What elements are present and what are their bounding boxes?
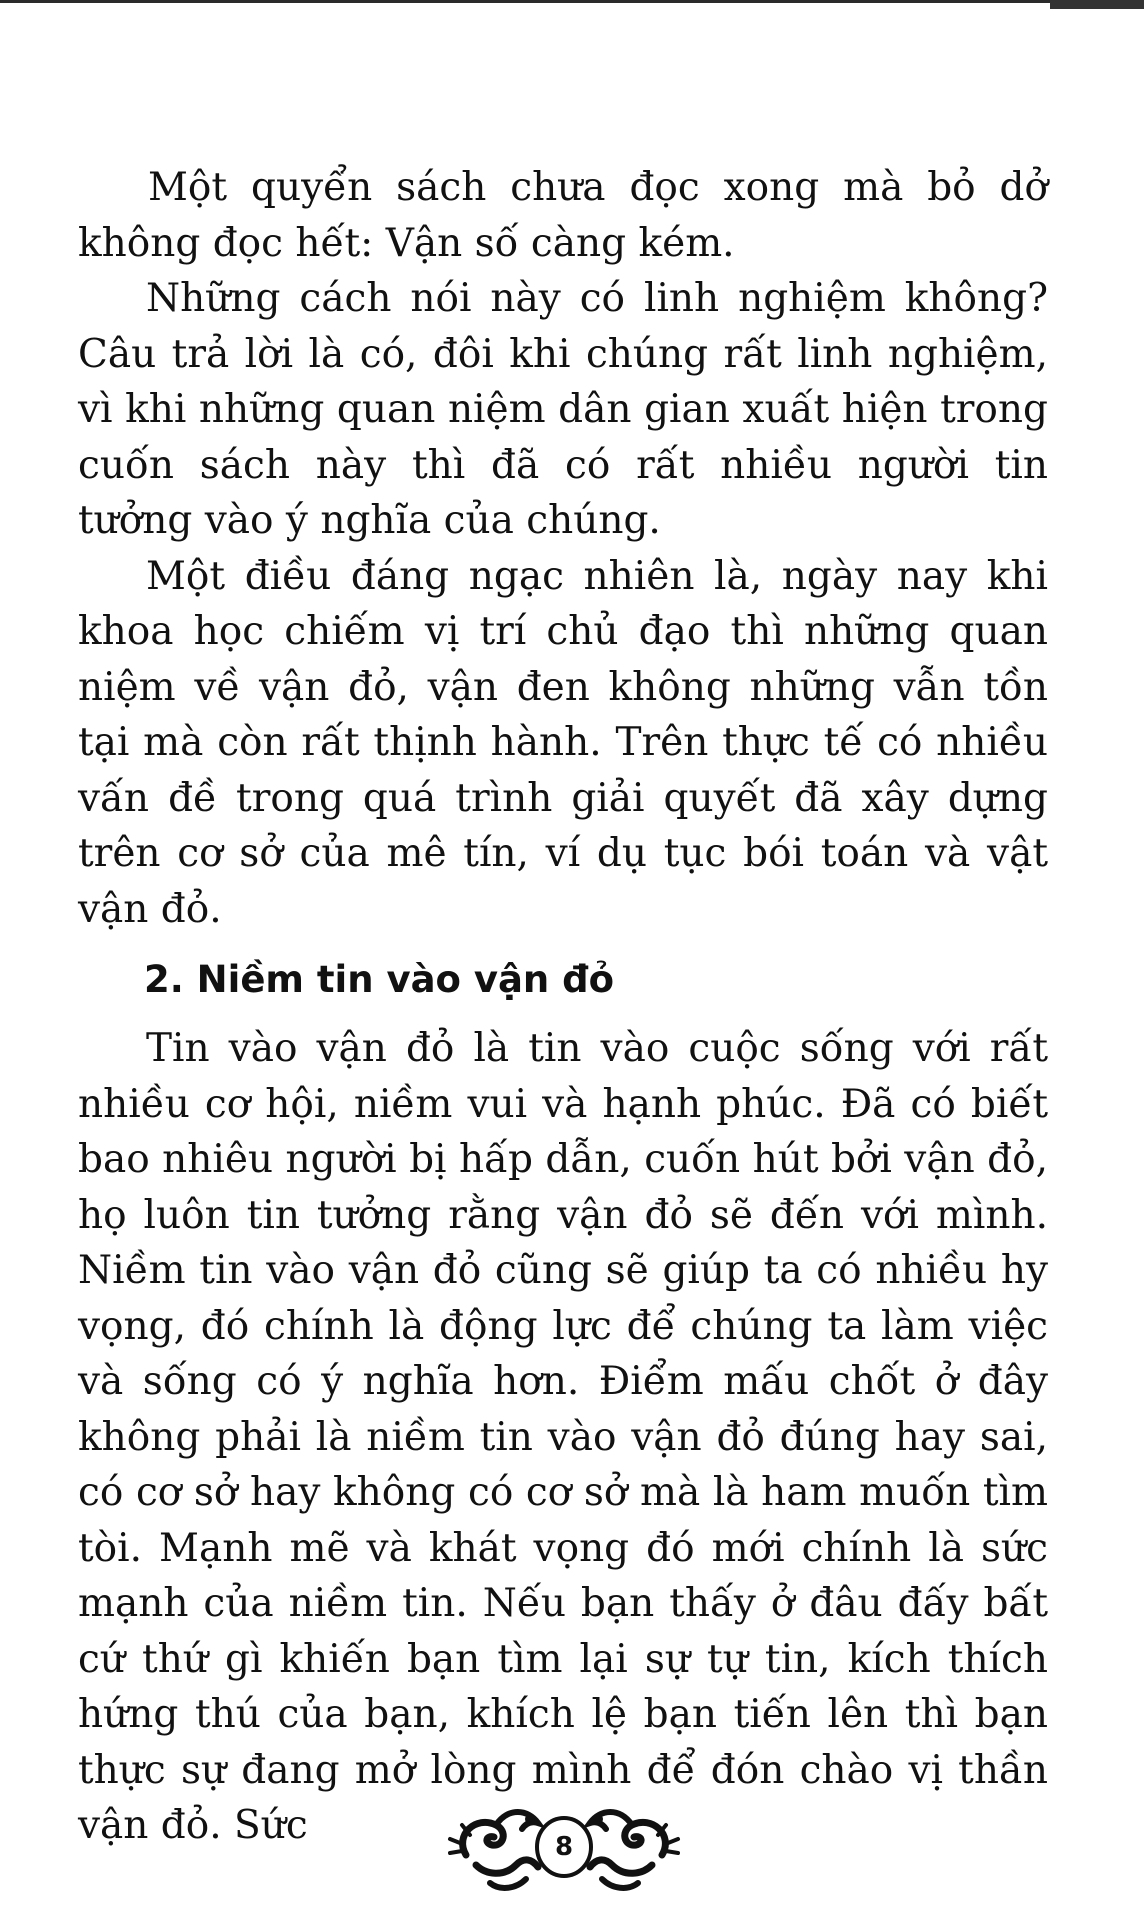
paragraph-3: Một điều đáng ngạc nhiên là, ngày nay khi khoa học chiếm vị trí chủ đạo thì những quan niệm về vận đỏ, vận đen không những vẫn tồn tại mà còn rất thịnh hành. Trên thực tế có nhiều vấn đề trong quá trình giải quyết đã xây dựng trên cơ sở của mê tín, ví dụ tục bói toán và vật vận đỏ. [78,553,1048,932]
page-number: 8 [554,1832,574,1862]
section-heading: 2. Niềm tin vào vận đỏ [144,958,615,1001]
paragraph-1: Một quyển sách chưa đọc xong mà bỏ dở không đọc hết: Vận số càng kém. [78,165,1048,266]
section-paragraph: Tin vào vận đỏ là tin vào cuộc sống với rất nhiều cơ hội, niềm vui và hạnh phúc. Đã có biết bao nhiêu người bị hấp dẫn, cuốn hút bởi vận đỏ, họ luôn tin tưởng rằng vận đỏ sẽ đến với mình. Niềm tin vào vận đỏ cũng sẽ giúp ta có nhiều hy vọng, đó chính là động lực để chúng ta làm việc và sống có ý nghĩa hơn. Điểm mấu chốt ở đây không phải là niềm tin vào vận đỏ đúng hay sai, có cơ sở hay không có cơ sở mà là ham muốn tìm tòi. Mạnh mẽ và khát vọng đó mới chính là sức mạnh của niềm tin. Nếu bạn thấy ở đâu đấy bất cứ thứ gì khiến bạn tìm lại sự tự tin, kích thích hứng thú của bạn, khích lệ bạn tiến lên thì bạn thực sự đang mở lòng mình để đón chào vị thần vận đỏ. Sức [78,1026,1048,1848]
page-footer [446,1795,682,1900]
page-body [78,160,1048,1854]
page-top-edge [0,0,1144,10]
paragraph-2: Những cách nói này có linh nghiệm không? Câu trả lời là có, đôi khi chúng rất linh nghiệm, vì khi những quan niệm dân gian xuất hiện trong cuốn sách này thì đã có rất nhiều người tin tưởng vào ý nghĩa của chúng. [78,276,1048,543]
